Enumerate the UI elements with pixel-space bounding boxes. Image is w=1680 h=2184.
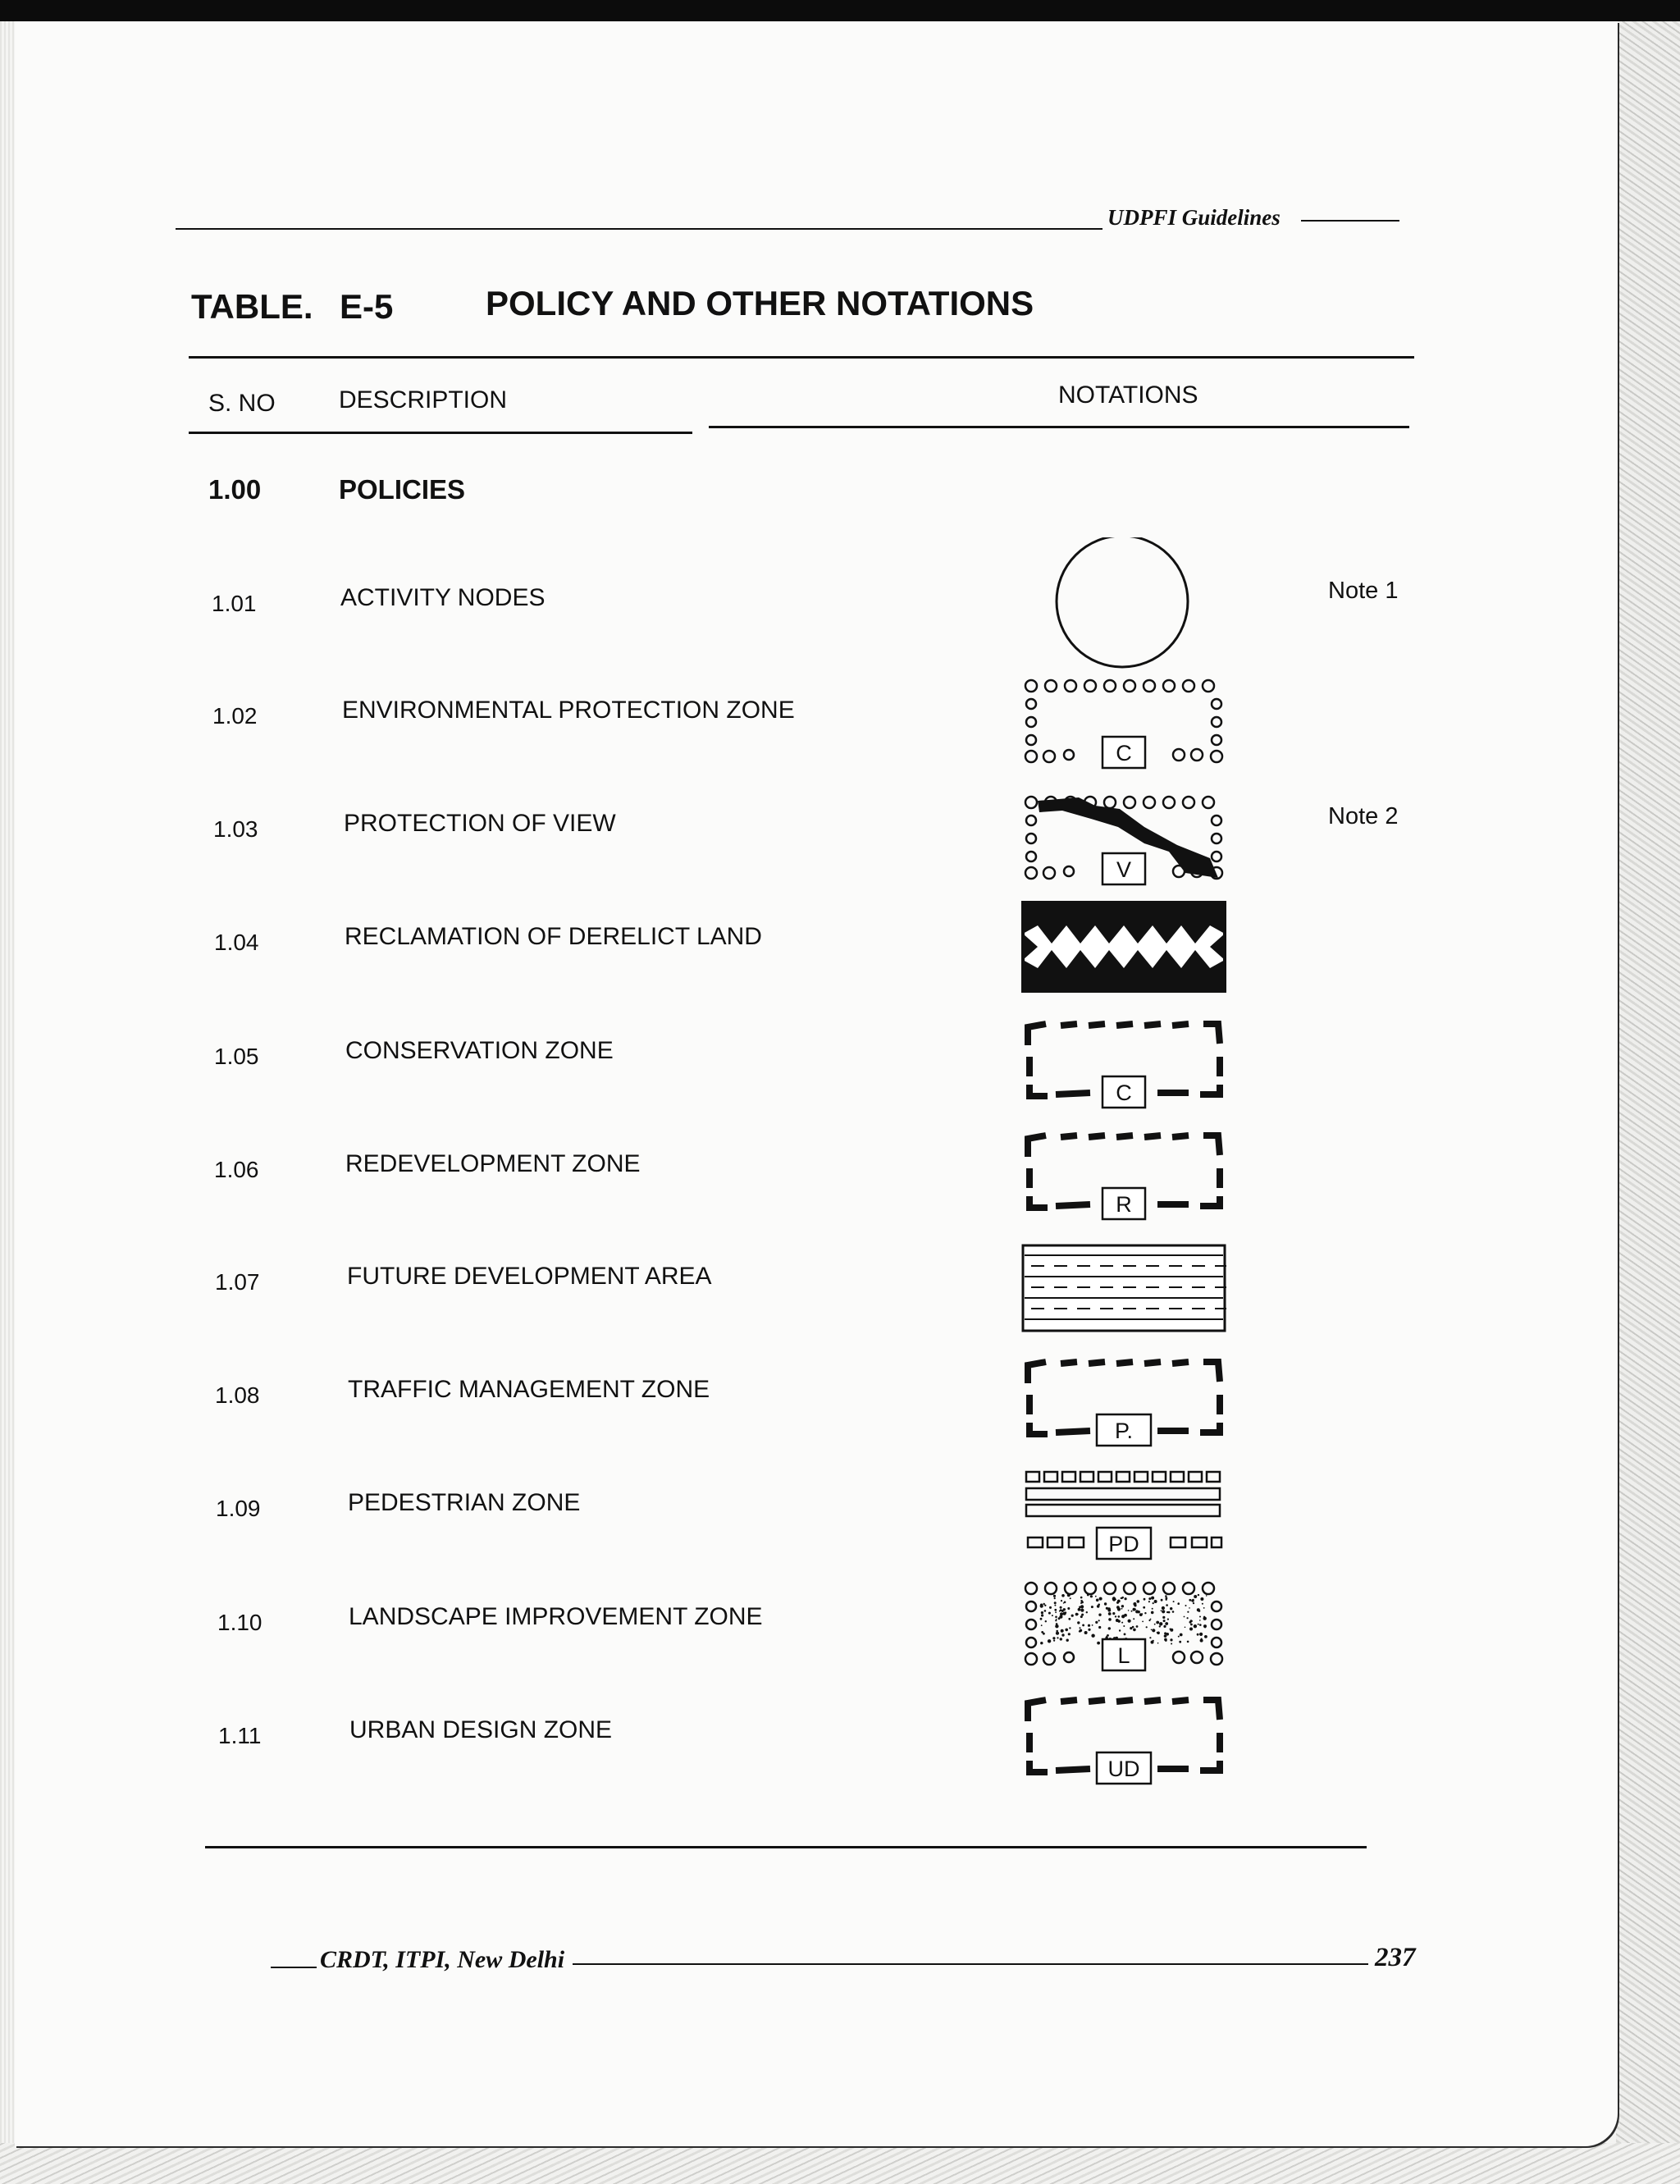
page-number: 237: [1375, 1943, 1416, 1972]
svg-text:V: V: [1116, 857, 1132, 882]
dashed-boundary-icon: [1021, 1129, 1226, 1221]
row-number: 1.01: [212, 591, 257, 616]
footer-rule-right: [573, 1963, 1368, 1965]
header-underline-right: [709, 426, 1409, 428]
row-number: 1.02: [212, 703, 258, 729]
row-number: 1.10: [217, 1610, 262, 1635]
svg-text:C: C: [1116, 741, 1132, 765]
row-description: TRAFFIC MANAGEMENT ZONE: [348, 1376, 710, 1403]
circle-icon: [1021, 537, 1226, 677]
row-number: 1.11: [218, 1723, 262, 1748]
scan-left-border: [0, 21, 15, 2143]
column-header-notations: NOTATIONS: [1058, 382, 1198, 409]
row-description: PROTECTION OF VIEW: [344, 810, 616, 837]
row-description: RECLAMATION OF DERELICT LAND: [345, 923, 762, 950]
header-rule: [176, 228, 1102, 230]
header-underline-left: [189, 432, 692, 434]
scan-bottom-border: [0, 2143, 1680, 2184]
footer-rule-left: [271, 1967, 317, 1968]
running-head: UDPFI Guidelines: [1107, 205, 1281, 230]
dotted-boundary-icon: [1021, 678, 1226, 770]
table-title: POLICY AND OTHER NOTATIONS: [486, 284, 1034, 322]
column-header-sno: S. NO: [208, 390, 276, 417]
row-note: Note 2: [1328, 803, 1399, 829]
footer-publisher: CRDT, ITPI, New Delhi: [320, 1946, 565, 1973]
row-description: URBAN DESIGN ZONE: [349, 1716, 613, 1743]
svg-text:PD: PD: [1108, 1532, 1139, 1556]
section-number: 1.00: [208, 474, 262, 505]
row-description: LANDSCAPE IMPROVEMENT ZONE: [349, 1603, 763, 1630]
row-description: CONSERVATION ZONE: [345, 1037, 614, 1064]
view-boundary-icon: [1021, 794, 1226, 886]
pedestrian-boundary-icon: [1021, 1469, 1226, 1560]
zigzag-box-icon: [1021, 901, 1226, 993]
svg-text:R: R: [1116, 1192, 1132, 1217]
header-rule-right: [1301, 220, 1399, 222]
column-header-description: DESCRIPTION: [339, 386, 508, 413]
table-number: E-5: [340, 287, 394, 326]
row-number: 1.04: [214, 930, 259, 955]
row-number: 1.03: [213, 816, 258, 842]
landscape-boundary-icon: [1021, 1580, 1226, 1672]
svg-text:L: L: [1117, 1643, 1130, 1668]
scan-top-border: [0, 0, 1680, 21]
row-description: PEDESTRIAN ZONE: [348, 1489, 581, 1516]
scan-right-border: [1616, 21, 1680, 2184]
section-title: POLICIES: [339, 474, 466, 505]
dashed-boundary-icon: [1021, 1693, 1226, 1785]
row-description: FUTURE DEVELOPMENT AREA: [347, 1263, 712, 1290]
dashed-boundary-icon: [1021, 1017, 1226, 1109]
document-page: [15, 21, 1618, 2146]
row-note: Note 1: [1328, 578, 1399, 604]
row-number: 1.09: [216, 1496, 261, 1521]
row-description: REDEVELOPMENT ZONE: [345, 1150, 641, 1177]
svg-text:C: C: [1116, 1081, 1132, 1105]
title-rule: [189, 356, 1414, 359]
row-number: 1.05: [214, 1044, 259, 1069]
table-label: TABLE.: [191, 287, 313, 326]
row-number: 1.06: [214, 1157, 259, 1182]
table-bottom-rule: [205, 1846, 1367, 1848]
svg-text:UD: UD: [1107, 1757, 1140, 1781]
row-description: ACTIVITY NODES: [340, 584, 546, 611]
row-number: 1.08: [215, 1382, 260, 1408]
row-number: 1.07: [215, 1269, 260, 1295]
hatched-box-icon: [1021, 1244, 1226, 1336]
row-description: ENVIRONMENTAL PROTECTION ZONE: [342, 697, 795, 724]
svg-text:P.: P.: [1114, 1419, 1134, 1443]
dashed-boundary-icon: [1021, 1355, 1226, 1447]
